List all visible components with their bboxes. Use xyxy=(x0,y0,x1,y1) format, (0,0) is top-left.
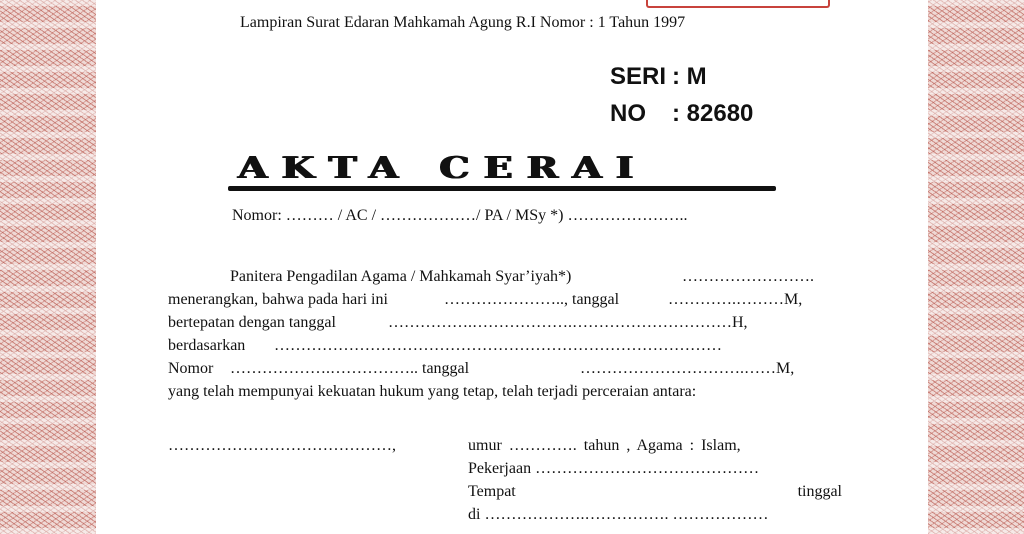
body-line-3a: bertepatan dengan tanggal xyxy=(168,314,336,331)
title-underline xyxy=(228,186,776,191)
body-line-4a: berdasarkan xyxy=(168,337,246,354)
top-stamp-box xyxy=(646,0,830,8)
party-tempat: Tempat xyxy=(468,483,516,500)
seri-value: : M xyxy=(672,63,707,90)
lampiran-header: Lampiran Surat Edaran Mahkamah Agung R.I Nomor : 1 Tahun 1997 xyxy=(240,14,686,31)
body-line-5a: Nomor xyxy=(168,360,214,377)
body-line-2a: menerangkan, bahwa pada hari ini xyxy=(168,291,388,308)
no-label: NO xyxy=(610,100,646,127)
body-line-5c: ………………………….……M, xyxy=(580,360,795,377)
body-line-6: yang telah mempunyai kekuatan hukum yang tetap, telah terjadi perceraian antara: xyxy=(168,383,697,400)
party-pekerjaan: Pekerjaan …………………………………… xyxy=(468,460,760,477)
party-di-line: di ……………….……………. ……………… xyxy=(468,506,769,523)
body-line-4b: ………………………………………………………………………… xyxy=(274,337,722,354)
body-line-1b: ……………………. xyxy=(682,268,814,285)
party-tempat-tinggal xyxy=(468,480,842,503)
document-title: AKTA CERAI xyxy=(238,150,648,186)
body-line-5b: ……………….…………….. tanggal xyxy=(230,360,470,377)
decorative-border-left xyxy=(0,0,96,534)
body-line-2b: ………………….., tanggal xyxy=(444,291,620,308)
seri-label: SERI xyxy=(610,63,667,90)
party-name-dots: ……………………………………, xyxy=(168,437,396,454)
no-value: : 82680 xyxy=(672,100,754,127)
party-umur-line: umur …………. tahun , Agama : Islam, xyxy=(468,437,741,454)
decorative-border-right xyxy=(928,0,1024,534)
nomor-line: Nomor: ……… / AC / ………………/ PA / MSy *) ………………….. xyxy=(232,207,688,224)
party-tinggal: tinggal xyxy=(797,483,842,500)
body-line-2c: ………….………M, xyxy=(668,291,803,308)
body-line-3b: …………….……………….…………………………H, xyxy=(388,314,748,331)
body-line-1a: Panitera Pengadilan Agama / Mahkamah Syar’iyah*) xyxy=(230,268,572,285)
seri-number-block xyxy=(610,58,753,132)
